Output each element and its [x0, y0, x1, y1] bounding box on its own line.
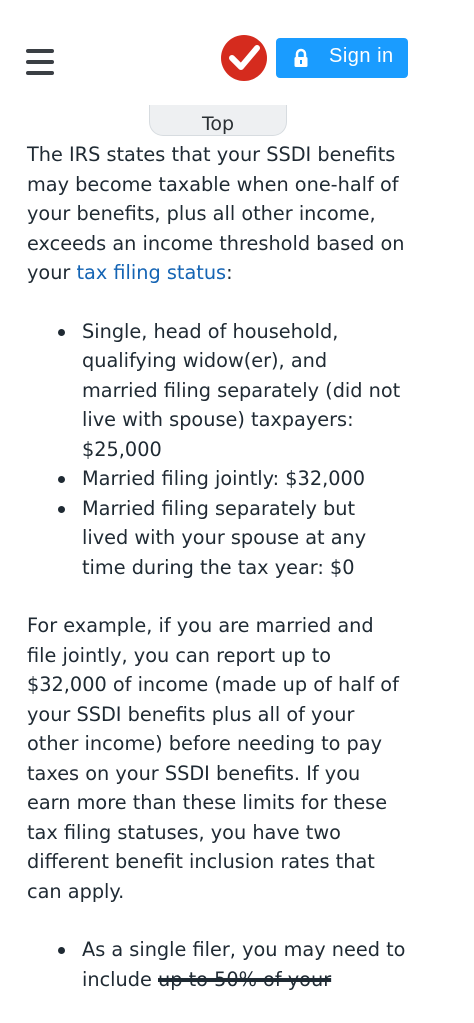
sign-in-label: Sign in [329, 45, 394, 67]
list-item: Married filing jointly: $32,000 [82, 464, 407, 494]
rate-text: As a single filer, you may need to include [82, 938, 406, 991]
sign-in-button[interactable] [276, 38, 408, 78]
list-item [82, 935, 407, 994]
site-header [0, 0, 474, 110]
struck-text: up to 50% of your [158, 967, 332, 991]
lock-icon [293, 48, 309, 72]
example-paragraph: For example, if you are married and file jointly, you can report up to $32,000 of income (made up of half of your SSDI benefits plus all of your other income) before needing to pay taxes on your SSDI benefits. If you earn more than these limits for these tax filing statuses, you have two different benefit inclusion rates that can apply. [27, 614, 399, 903]
list-item: Single, head of household, qualifying widow(er), and married filing separately (did not live with spouse) taxpayers: $25,000 [82, 317, 407, 465]
intro-text: The IRS states that your SSDI benefits may become taxable when one-half of your benefits, plus all other income, exceeds an income threshold based on your [27, 143, 405, 284]
intro-paragraph [27, 140, 407, 288]
tax-filing-status-link[interactable]: tax filing status [76, 261, 227, 284]
checkmark-logo-icon[interactable] [221, 35, 267, 81]
inclusion-rate-list [27, 935, 407, 994]
intro-end: : [226, 261, 233, 284]
hamburger-menu-icon[interactable] [26, 46, 56, 78]
list-item: Married filing separately but lived with your spouse at any time during the tax year: $0 [82, 494, 407, 583]
article-body [27, 140, 407, 1023]
back-to-top-tab[interactable]: Top [149, 105, 287, 136]
threshold-list [27, 317, 407, 583]
